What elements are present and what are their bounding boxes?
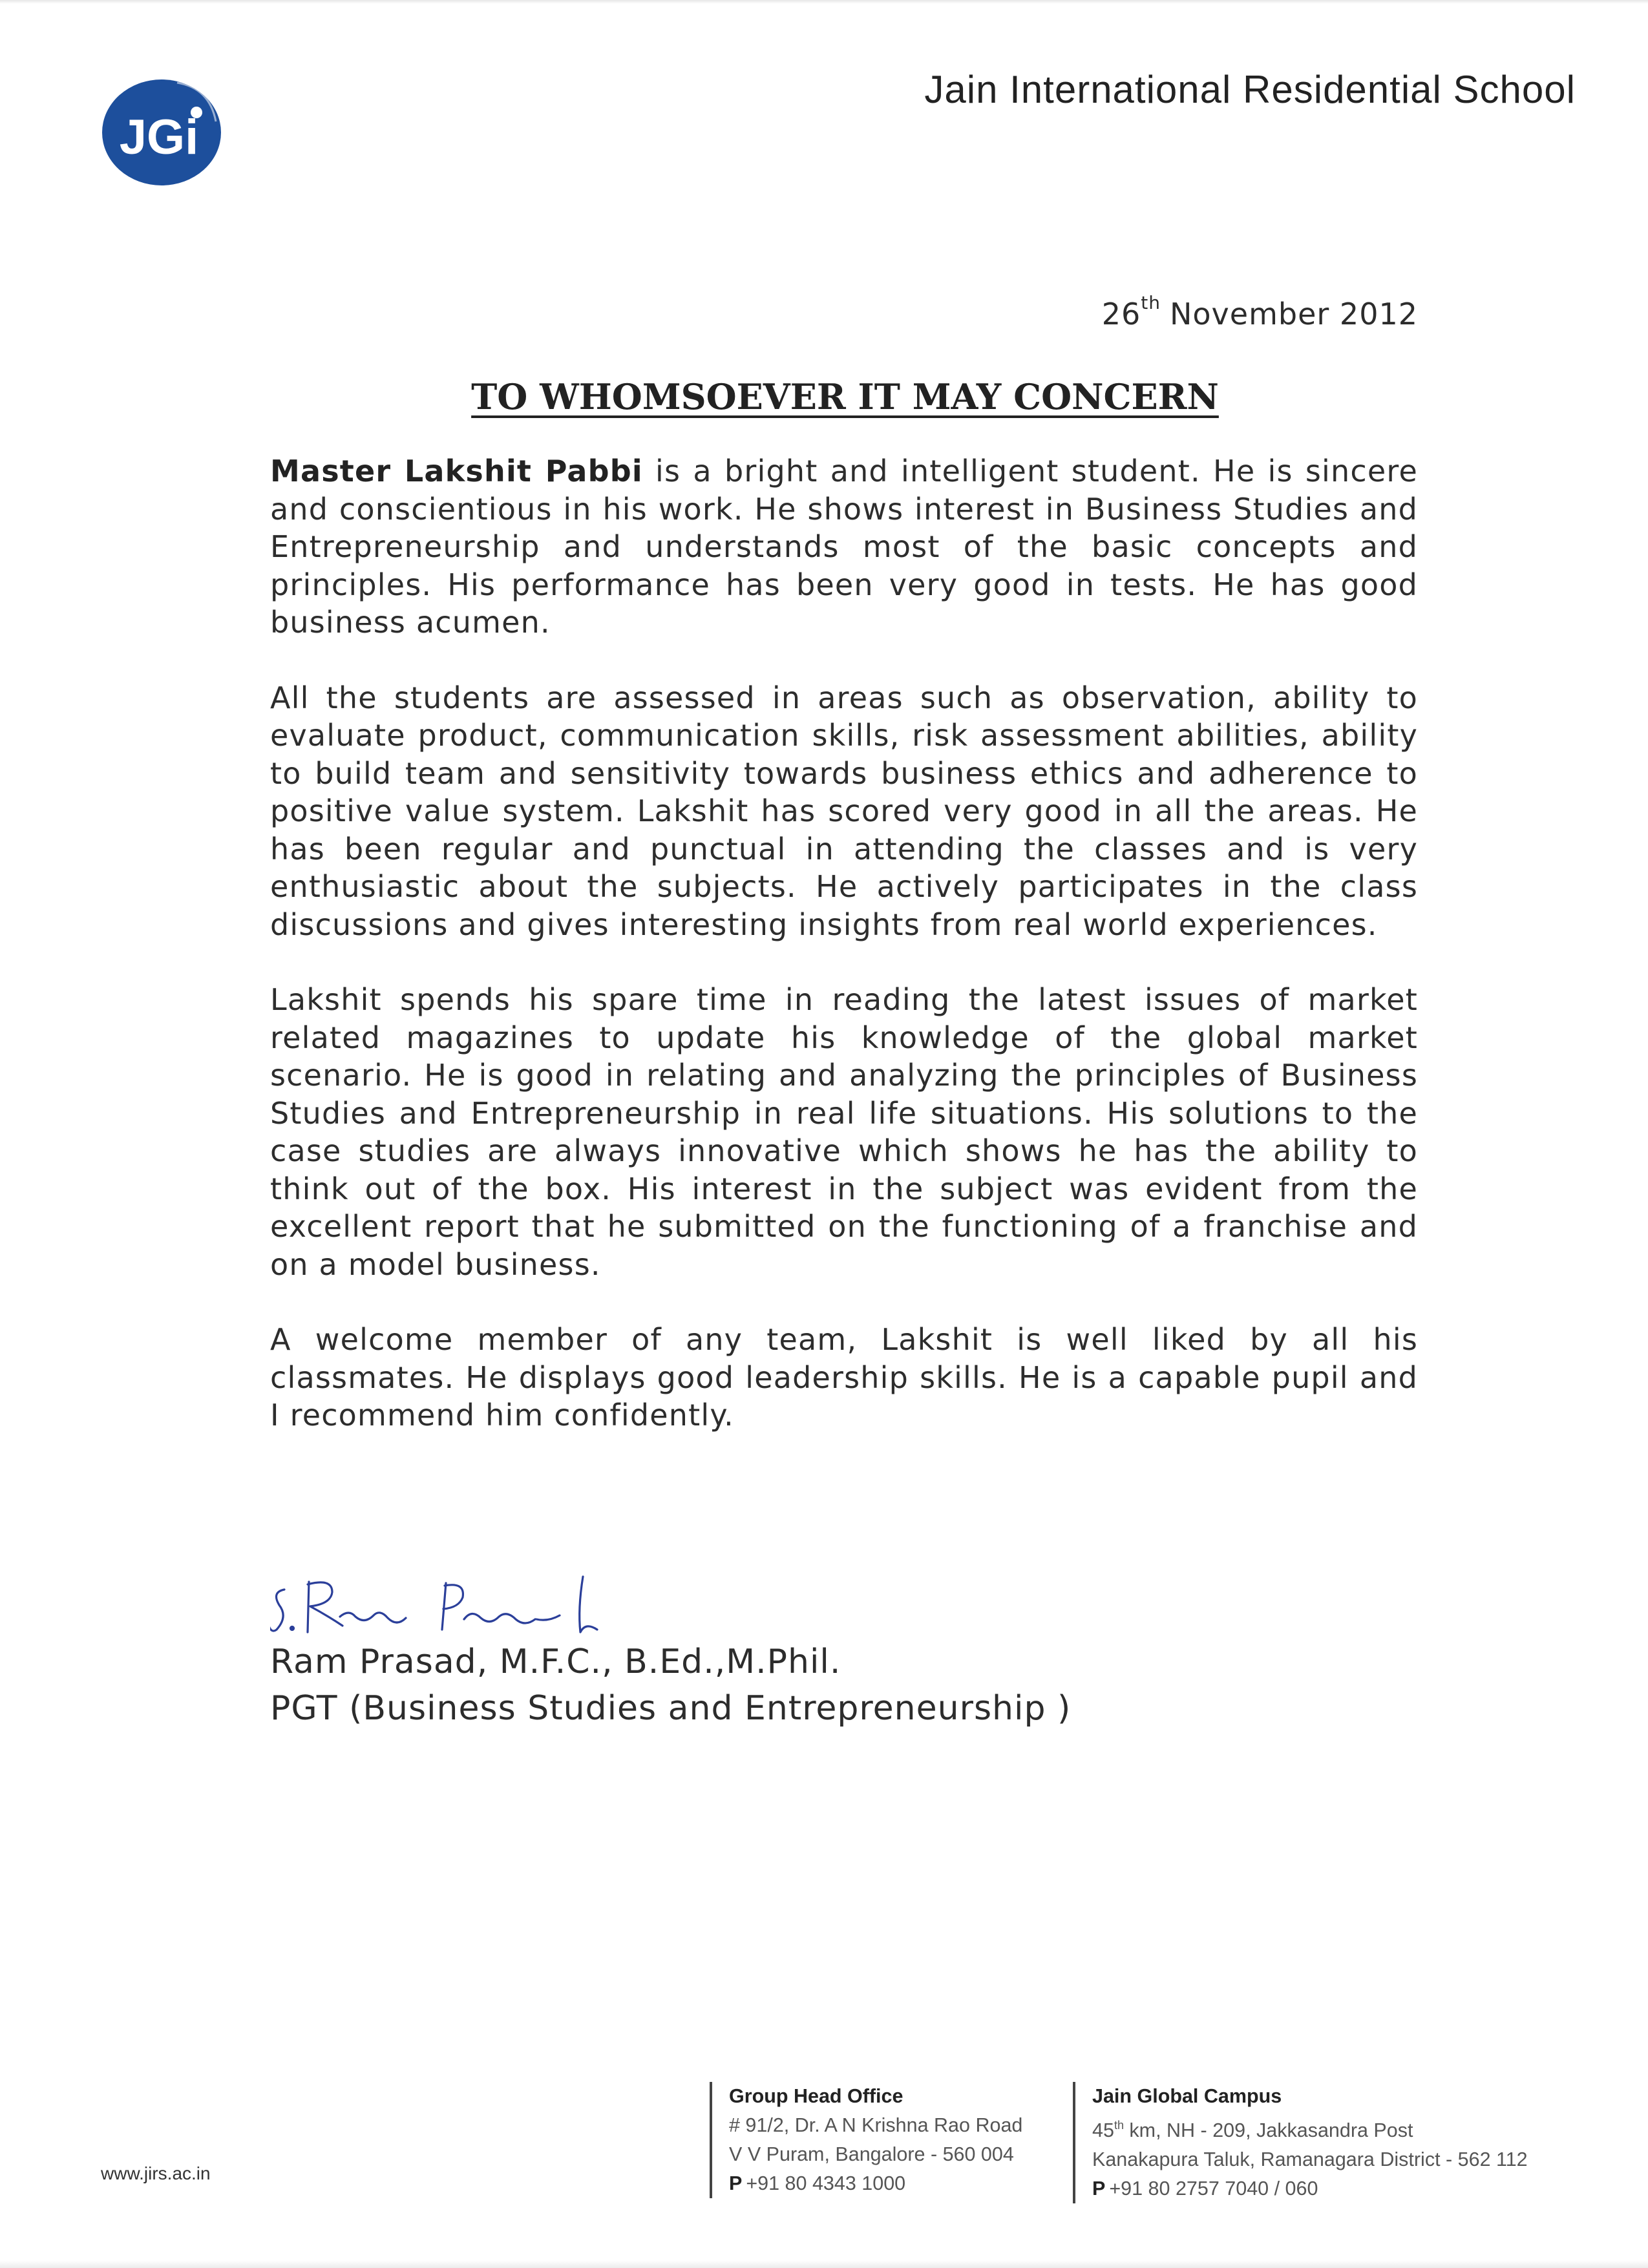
campus-line-2: Kanakapura Taluk, Ramanagara District - 562 112 — [1092, 2148, 1528, 2170]
signer-name: Ram Prasad, M.F.C., B.Ed.,M.Phil. — [270, 1643, 841, 1681]
page-top-edge — [0, 0, 1648, 4]
head-office-address — [710, 2082, 1022, 2198]
paragraph-2: All the students are assessed in areas such as observation, ability to evaluate product, communication skills, risk assessment abilities, ability to build team and sensitivity towards business ethics and adherence to positive value system. Lakshit has scored very good in all the areas. He has been regular and punctual in attending the classes and is very enthusiastic about the subjects. He actively participates in the class discussions and gives interesting insights from real world experiences. — [270, 680, 1418, 942]
handwritten-signature — [270, 1570, 606, 1641]
head-office-phone-line — [729, 2169, 1022, 2198]
letter-heading: TO WHOMSOEVER IT MAY CONCERN — [471, 376, 1219, 417]
head-office-line-2: V V Puram, Bangalore - 560 004 — [729, 2143, 1014, 2165]
campus-line-1 — [1092, 2111, 1528, 2145]
website-url: www.jirs.ac.in — [101, 2163, 211, 2183]
date-rest: November 2012 — [1170, 297, 1418, 331]
letter-body — [270, 452, 1418, 1472]
paragraph-3: Lakshit spends his spare time in reading the latest issues of market related magazines to update his knowledge of the global market scenario. He is good in relating and analyzing the principles of Business Studies and Entrepreneurship in real life situations. His solutions to the case studies are always innovative which shows he has the ability to think out of the box. His interest in the subject was evident from the excellent report that he submitted on the functioning of a franchise and on a model business. — [270, 982, 1418, 1282]
head-office-line-1: # 91/2, Dr. A N Krishna Rao Road — [729, 2114, 1023, 2136]
campus-km-suffix: th — [1114, 2119, 1124, 2132]
page-bottom-edge — [0, 2260, 1648, 2268]
date-day: 26 — [1101, 297, 1141, 331]
letter-date — [1102, 292, 1418, 331]
paragraph-4: A welcome member of any team, Lakshit is well liked by all his classmates. He displays good leadership skills. He is a capable pupil and I recommend him confidently. — [270, 1322, 1418, 1433]
signer-title: PGT (Business Studies and Entrepreneurship ) — [270, 1689, 1072, 1728]
campus-title: Jain Global Campus — [1092, 2085, 1282, 2107]
campus-phone: +91 80 2757 7040 / 060 — [1109, 2178, 1318, 2200]
student-name: Master Lakshit Pabbi — [270, 454, 643, 488]
head-office-phone: +91 80 4343 1000 — [746, 2172, 906, 2194]
campus-phone-label: P — [1092, 2178, 1106, 2200]
paragraph-1-text: is a bright and intelligent student. He is sincere and conscientious in his work. He shows interest in Business Studies and Entrepreneurship and understands most of the basic concepts and principles. His performance has been very good in tests. He has good business acumen. — [270, 454, 1418, 640]
campus-phone-line — [1092, 2174, 1528, 2203]
head-office-title: Group Head Office — [729, 2085, 903, 2107]
campus-km: 45 — [1092, 2119, 1114, 2141]
date-suffix: th — [1141, 292, 1161, 313]
paragraph-1 — [270, 452, 1418, 642]
campus-address — [1073, 2082, 1528, 2203]
jgi-logo — [101, 76, 222, 186]
school-name: Jain International Residential School — [924, 68, 1576, 111]
logo-text: JGi — [119, 110, 199, 165]
campus-line-1-rest: km, NH - 209, Jakkasandra Post — [1123, 2119, 1413, 2141]
head-office-phone-label: P — [729, 2172, 743, 2194]
